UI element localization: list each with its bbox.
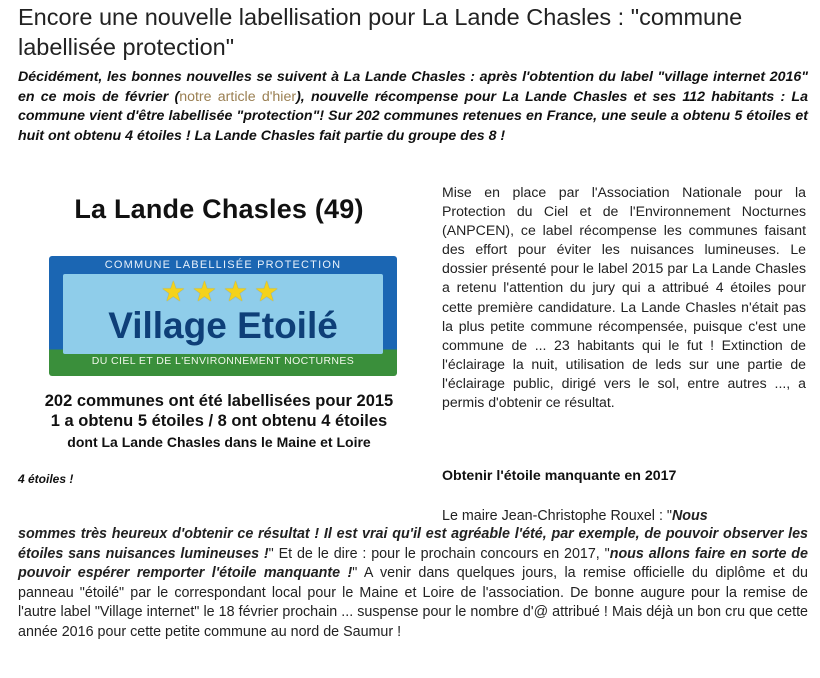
badge-panel xyxy=(63,274,383,354)
figure-line-2: 1 a obtenu 5 étoiles / 8 ont obtenu 4 étoiles xyxy=(50,412,388,430)
closing-paragraph xyxy=(18,525,808,642)
quote-b: nous allons faire en sorte de pouvoir espérer remporter l'étoile manquante ! xyxy=(18,545,808,581)
quote-a-start: Nous xyxy=(671,508,708,524)
badge-top-text: COMMUNE LABELLISÉE PROTECTION xyxy=(104,259,342,271)
label-image xyxy=(18,188,420,460)
image-caption: 4 étoiles ! xyxy=(18,472,74,486)
closing-mid: " Et de le dire : pour le prochain concours en 2017, " xyxy=(268,545,610,562)
village-etoile-badge xyxy=(49,256,397,376)
quote-a-rest: sommes très heureux d'obtenir ce résultat ! Il est vrai qu'il est agréable l'été, par exemple, de pouvoir observer les étoiles sans nuisances lumineuses ! xyxy=(18,526,808,562)
badge-main-text: Village Etoilé xyxy=(108,305,338,346)
article-intro xyxy=(18,68,808,146)
intro-part-1: Décidément, les bonnes nouvelles se suivent à La Lande Chasles : après l'obtention du label "village internet 2016" en ce mois de février ( xyxy=(18,69,808,105)
figure-line-3: dont La Lande Chasles dans le Maine et Loire xyxy=(67,434,371,450)
column-paragraph: Mise en place par l'Association Nationale pour la Protection du Ciel et de l'Environnement Nocturnes (ANPCEN), ce label récompense les communes faisant des effort pour éviter les nuisances lumineuses. Le dossier présenté pour le label 2015 par La Lande Chasles a retenu l'attention du jury qui a attribué 4 étoiles pour cette première candidature. La Lande Chasles n'était pas la plus petite commune récompensée, puisque c'est une commune de ... 23 habitants qui le fut ! Extinction de l'éclairage la nuit, utilisation de leds sur une partie de l'éclairage public, dirigé vers le sol, entre autres ..., a permis d'obtenir ce résultat. xyxy=(442,184,806,411)
intro-part-2: ), nouvelle récompense pour La Lande Chasles et ses 112 habitants : La commune vient d'être labellisée "protection"! Sur 202 communes retenues en France, une seule a obtenu 5 étoiles et huit ont obtenu 4 étoiles ! La Lande Chasles fait partie du groupe des 8 ! xyxy=(18,88,808,144)
article-title: Encore une nouvelle labellisation pour La Lande Chasles : "commune labellisée protection" xyxy=(18,4,743,60)
closing-tail: " A venir dans quelques jours, la remise officielle du diplôme et du panneau "étoilé" par le correspondant local pour le Maine et Loire de l'association. De bonne augure pour la remise de l'autre label "Village internet" le 18 février prochain ... suspense pour le nombre d'@ attribué ! Mais déjà un bon cru que cette année 2016 pour cette petite commune au nord de Saumur ! xyxy=(18,565,808,640)
figure-title: La Lande Chasles (49) xyxy=(74,194,364,224)
four-stars-icon: ★★★★ xyxy=(160,276,286,307)
previous-article-link[interactable]: notre article d'hier xyxy=(179,88,297,105)
figure-line-1: 202 communes ont été labellisées pour 2015 xyxy=(44,392,394,410)
mayor-quote-lead xyxy=(442,506,806,526)
section-subheading: Obtenir l'étoile manquante en 2017 xyxy=(442,468,677,484)
mayor-lead-text: Le maire Jean-Christophe Rouxel : " xyxy=(442,508,672,524)
badge-bottom-text: DU CIEL ET DE L'ENVIRONNEMENT NOCTURNES xyxy=(91,355,355,367)
